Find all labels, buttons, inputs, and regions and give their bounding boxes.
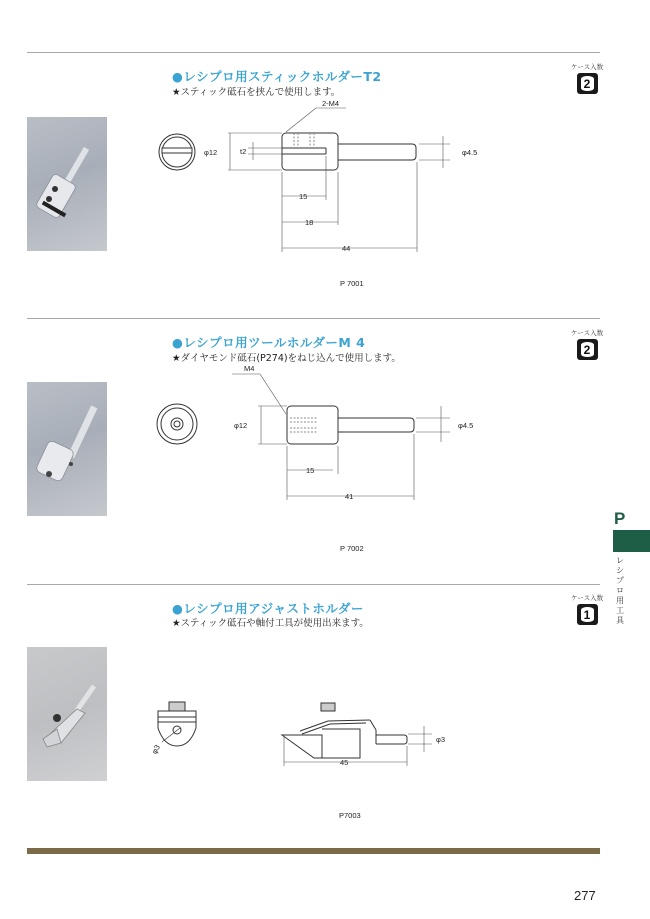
section-tab-label: レ シ プ ロ 用 工 具 xyxy=(616,556,624,625)
product-photo xyxy=(27,382,107,516)
case-quantity-badge xyxy=(569,593,605,625)
technical-drawing xyxy=(140,362,490,512)
svg-text:15: 15 xyxy=(306,466,315,475)
product-description: ★スティック砥石や軸付工具が使用出来ます。 xyxy=(172,618,369,629)
case-quantity-value: 2 xyxy=(583,343,591,357)
case-quantity-label: ケース入数 xyxy=(570,594,604,602)
section-tab-letter: P xyxy=(614,509,626,528)
svg-text:φ4.5: φ4.5 xyxy=(458,421,474,430)
product-photo xyxy=(27,647,107,781)
product-code: P 7001 xyxy=(340,279,364,288)
section-divider-middle xyxy=(27,318,600,319)
svg-text:φ3: φ3 xyxy=(149,743,162,756)
case-box-icon xyxy=(577,604,598,625)
svg-text:41: 41 xyxy=(345,492,354,501)
page-number: 277 xyxy=(574,888,596,903)
footer-bar xyxy=(27,848,600,854)
svg-text:45: 45 xyxy=(340,758,349,767)
case-box-icon xyxy=(577,339,598,360)
product-title: ●レシプロ用ツールホルダーM 4 xyxy=(172,335,366,350)
svg-text:φ4.5: φ4.5 xyxy=(462,148,478,157)
svg-text:15: 15 xyxy=(299,192,308,201)
case-quantity-badge xyxy=(569,328,605,360)
product-code: P7003 xyxy=(339,811,361,820)
thread-label: 2-M4 xyxy=(322,100,340,108)
case-box-icon xyxy=(577,73,598,94)
svg-text:φ3: φ3 xyxy=(436,735,446,744)
section-divider-top xyxy=(27,52,600,53)
product-photo xyxy=(27,117,107,251)
case-quantity-value: 2 xyxy=(583,77,591,91)
product-description: ★ダイヤモンド砥石(P274)をねじ込んで使用します。 xyxy=(172,353,401,364)
product-title: ●レシプロ用スティックホルダーT2 xyxy=(172,69,382,84)
svg-text:M4: M4 xyxy=(244,364,255,373)
product-title: ●レシプロ用アジャストホルダー xyxy=(172,601,364,616)
technical-drawing xyxy=(140,100,490,265)
case-quantity-value: 1 xyxy=(583,608,591,622)
svg-text:18: 18 xyxy=(305,218,314,227)
product-description: ★スティック砥石を挟んで使用します。 xyxy=(172,87,341,98)
svg-text:φ12: φ12 xyxy=(204,148,218,157)
case-quantity-badge xyxy=(569,62,605,94)
technical-drawing xyxy=(140,690,460,775)
section-divider-lower xyxy=(27,584,600,585)
case-quantity-label: ケース入数 xyxy=(570,329,604,337)
svg-text:φ12: φ12 xyxy=(234,421,248,430)
product-code: P 7002 xyxy=(340,544,364,553)
svg-text:44: 44 xyxy=(342,244,351,253)
section-tab-block xyxy=(613,530,650,552)
case-quantity-label: ケース入数 xyxy=(570,63,604,71)
svg-text:t2: t2 xyxy=(240,147,247,156)
